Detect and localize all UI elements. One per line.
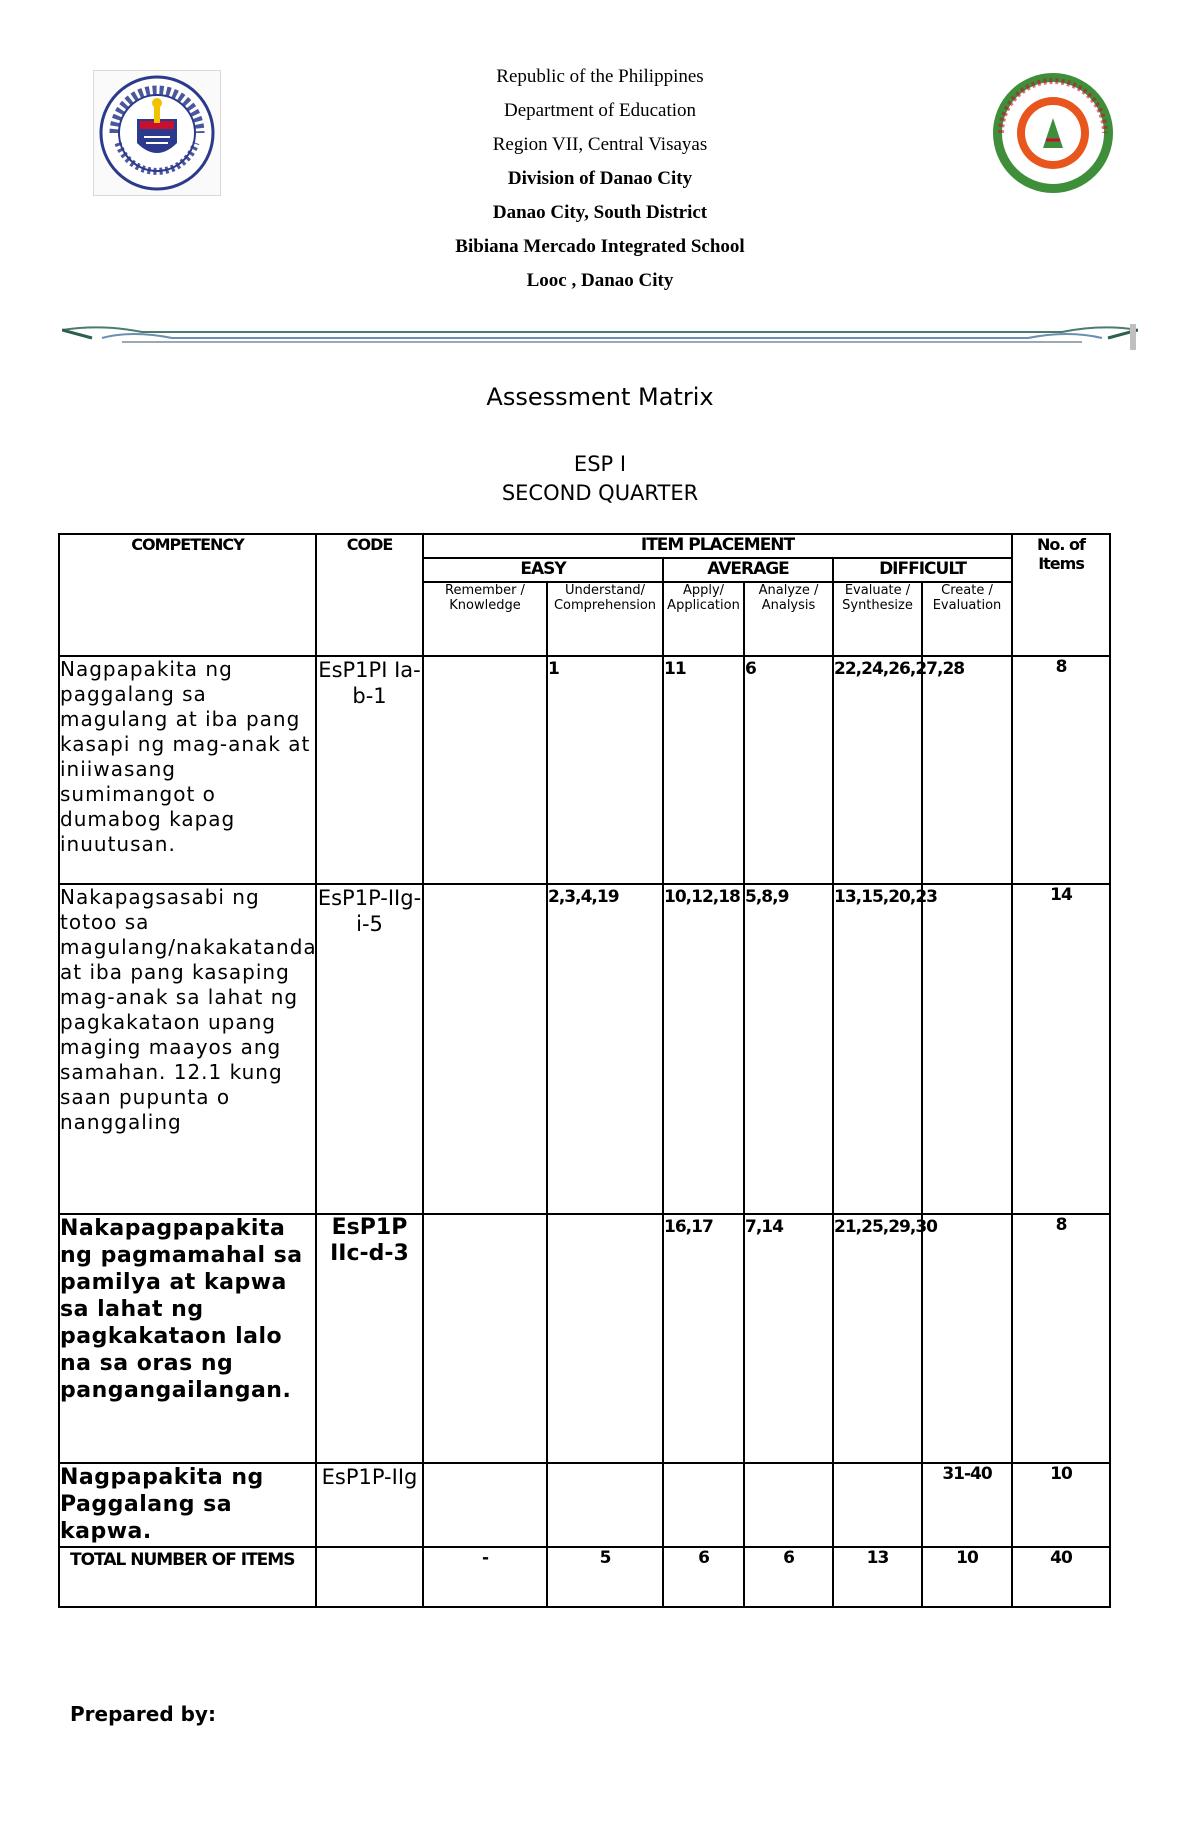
assessment-matrix-table <box>58 533 1111 1608</box>
total-create: 10 <box>922 1547 1012 1607</box>
total-evaluate: 13 <box>833 1547 922 1607</box>
create-cell <box>922 884 1012 1214</box>
total-label-cell: TOTAL NUMBER OF ITEMS <box>59 1547 316 1607</box>
remember-cell <box>423 884 547 1214</box>
evaluate-cell: 21,25,29,30 <box>833 1214 922 1463</box>
header-evaluate: Evaluate / Synthesize <box>833 582 922 656</box>
header-analyze: Analyze / Analysis <box>744 582 833 656</box>
items-count-cell: 8 <box>1012 1214 1110 1463</box>
apply-cell <box>663 1463 744 1547</box>
competency-cell: Nakapagpapakita ng pagmamahal sa pamilya at kapwa sa lahat ng pagkakataon lalo na sa oras ng pangangailangan. <box>59 1214 316 1463</box>
total-analyze: 6 <box>744 1547 833 1607</box>
total-remember: - <box>423 1547 547 1607</box>
subject-name: ESP I <box>573 452 627 476</box>
total-items: 40 <box>1012 1547 1110 1607</box>
create-cell: 31-40 <box>922 1463 1012 1547</box>
competency-cell: Nakapagsasabi ng totoo sa magulang/nakakatanda at iba pang kasaping mag-anak sa lahat ng pagkakataon upang maging maayos ang samahan. 12.1 kung saan pupunta o nanggaling <box>59 884 316 1214</box>
understand-cell: 2,3,4,19 <box>547 884 663 1214</box>
code-cell: EsP1PI Ia-b-1 <box>316 656 423 884</box>
table-row <box>59 884 1110 1214</box>
analyze-cell <box>744 1463 833 1547</box>
letterhead-line-4: Division of Danao City <box>507 168 693 189</box>
letterhead-line-1: Republic of the Philippines <box>496 66 704 87</box>
header-remember: Remember / Knowledge <box>423 582 547 656</box>
table-row <box>59 1214 1110 1463</box>
header-understand: Understand/ Comprehension <box>547 582 663 656</box>
apply-cell: 16,17 <box>663 1214 744 1463</box>
create-cell <box>922 656 1012 884</box>
code-cell: EsP1P IIc-d-3 <box>316 1214 423 1463</box>
header-competency: COMPETENCY <box>59 534 316 656</box>
understand-cell <box>547 1214 663 1463</box>
remember-cell <box>423 1463 547 1547</box>
code-cell: EsP1P-IIg-i-5 <box>316 884 423 1214</box>
document-title: Assessment Matrix <box>486 383 714 411</box>
letterhead-line-3: Region VII, Central Visayas <box>492 134 708 155</box>
header-average: AVERAGE <box>663 558 833 582</box>
remember-cell <box>423 656 547 884</box>
header-apply: Apply/ Application <box>663 582 744 656</box>
remember-cell <box>423 1214 547 1463</box>
evaluate-cell: 22,24,26,27,28 <box>833 656 922 884</box>
header-no-of-items: No. of Items <box>1012 534 1110 656</box>
letterhead-line-6: Bibiana Mercado Integrated School <box>455 236 745 257</box>
evaluate-cell <box>833 1463 922 1547</box>
create-cell <box>922 1214 1012 1463</box>
division-seal-logo <box>988 70 1118 196</box>
header-easy: EASY <box>423 558 663 582</box>
total-row <box>59 1547 1110 1607</box>
analyze-cell: 6 <box>744 656 833 884</box>
competency-cell: Nagpapakita ng paggalang sa magulang at iba pang kasapi ng mag-anak at iniiwasang sumimangot o dumabog kapag inuutusan. <box>59 656 316 884</box>
analyze-cell: 5,8,9 <box>744 884 833 1214</box>
code-cell: EsP1P-IIg <box>316 1463 423 1547</box>
quarter-label: SECOND QUARTER <box>501 481 699 505</box>
subject-block <box>0 450 1200 508</box>
letterhead-line-2: Department of Education <box>503 100 697 121</box>
header-item-placement: ITEM PLACEMENT <box>423 534 1012 558</box>
items-count-cell: 14 <box>1012 884 1110 1214</box>
apply-cell: 10,12,18 <box>663 884 744 1214</box>
table-row <box>59 656 1110 884</box>
letterhead-line-5: Danao City, South District <box>492 202 708 223</box>
table-row <box>59 1463 1110 1547</box>
understand-cell <box>547 1463 663 1547</box>
header-row-1 <box>59 534 1110 558</box>
header-difficult: DIFFICULT <box>833 558 1012 582</box>
prepared-by-label: Prepared by: <box>70 1702 216 1726</box>
letterhead <box>300 60 900 298</box>
competency-cell: Nagpapakita ng Paggalang sa kapwa. <box>59 1463 316 1547</box>
apply-cell: 11 <box>663 656 744 884</box>
deped-seal-logo <box>93 70 221 196</box>
understand-cell: 1 <box>547 656 663 884</box>
analyze-cell: 7,14 <box>744 1214 833 1463</box>
total-understand: 5 <box>547 1547 663 1607</box>
header-code: CODE <box>316 534 423 656</box>
evaluate-cell: 13,15,20,23 <box>833 884 922 1214</box>
total-code-cell <box>316 1547 423 1607</box>
total-apply: 6 <box>663 1547 744 1607</box>
header-create: Create / Evaluation <box>922 582 1012 656</box>
letterhead-line-7: Looc , Danao City <box>526 270 674 291</box>
decorative-divider <box>62 318 1138 358</box>
items-count-cell: 8 <box>1012 656 1110 884</box>
items-count-cell: 10 <box>1012 1463 1110 1547</box>
